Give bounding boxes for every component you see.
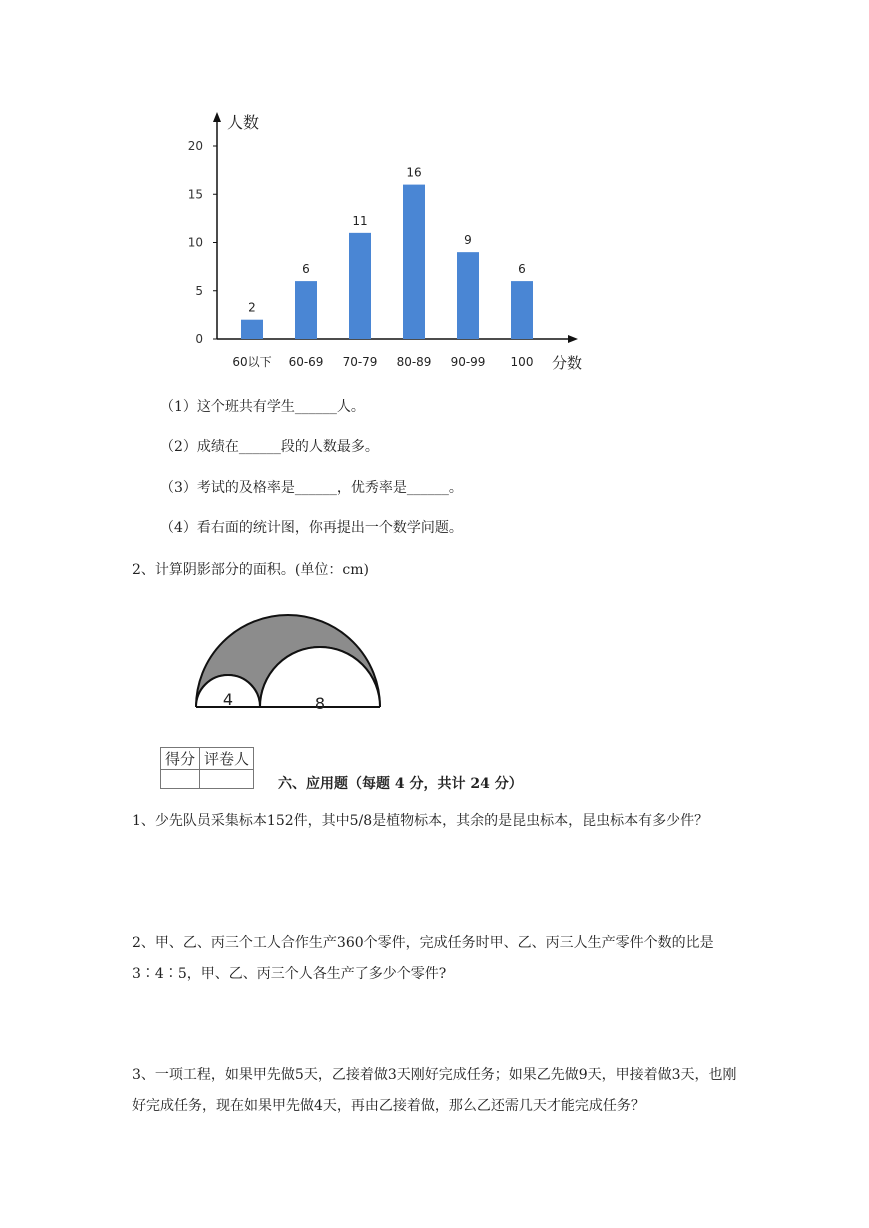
score-cell [161, 770, 200, 789]
y-tick-label: 10 [187, 235, 203, 250]
score-bar-chart [180, 98, 600, 378]
score-table [160, 747, 254, 789]
y-axis-arrow [213, 112, 221, 122]
y-axis-title: 人数 [227, 113, 260, 132]
x-tick-label: 90-99 [450, 355, 486, 369]
y-tick-label: 20 [187, 139, 203, 153]
bar-value-label: 6 [518, 262, 526, 277]
question-3: （3）考试的及格率是______，优秀率是______。 [160, 480, 463, 496]
question-4: （4）看右面的统计图，你再提出一个数学问题。 [160, 520, 463, 536]
bar-value-label: 11 [352, 213, 368, 228]
grader-cell [200, 770, 254, 789]
y-tick-label: 5 [195, 283, 203, 298]
bar [241, 320, 263, 339]
chart-canvas [180, 98, 600, 378]
bar-value-label: 2 [248, 300, 256, 315]
small-diameter-label: 4 [222, 690, 234, 709]
y-tick-label: 0 [195, 332, 203, 346]
applied-problem-2: 2、甲、乙、丙三个工人合作生产360个零件，完成任务时甲、乙、丙三人生产零件个数的比是3∶4∶5，甲、乙、丙三个人各生产了多少个零件? [132, 935, 714, 982]
score-header: 得分 [161, 748, 200, 770]
bar [403, 185, 425, 339]
applied-problem-3: 3、一项工程，如果甲先做5天，乙接着做3天刚好完成任务；如果乙先做9天，甲接着做3天，也刚好完成任务，现在如果甲先做4天，再由乙接着做，那么乙还需几天才能完成任务？ [132, 1067, 737, 1114]
bar-value-label: 16 [406, 165, 422, 180]
bar-value-label: 9 [464, 233, 472, 248]
x-axis-arrow [568, 335, 578, 343]
grader-header: 评卷人 [200, 748, 254, 770]
shaded-semicircle-figure [190, 610, 390, 715]
bar [349, 233, 371, 339]
x-tick-label: 60-69 [288, 355, 324, 369]
bar-value-label: 6 [302, 262, 310, 277]
x-tick-label: 100 [510, 355, 534, 369]
y-tick-label: 15 [187, 187, 203, 202]
bar [295, 281, 317, 339]
section-title: 六、应用题（每题 4 分，共计 24 分） [278, 776, 523, 792]
x-tick-label: 60以下 [232, 355, 272, 369]
problem-2-title: 2、计算阴影部分的面积。(单位：cm) [132, 562, 369, 578]
question-1: （1）这个班共有学生______人。 [160, 399, 365, 415]
x-axis-title: 分数 [552, 354, 583, 372]
x-tick-label: 70-79 [342, 355, 378, 369]
bar [511, 281, 533, 339]
bar [457, 252, 479, 339]
big-diameter-label: 8 [314, 694, 326, 713]
x-tick-label: 80-89 [396, 355, 432, 369]
applied-problem-1: 1、少先队员采集标本152件，其中5/8是植物标本，其余的是昆虫标本，昆虫标本有多少件？ [132, 813, 709, 829]
question-2: （2）成绩在______段的人数最多。 [160, 439, 379, 455]
